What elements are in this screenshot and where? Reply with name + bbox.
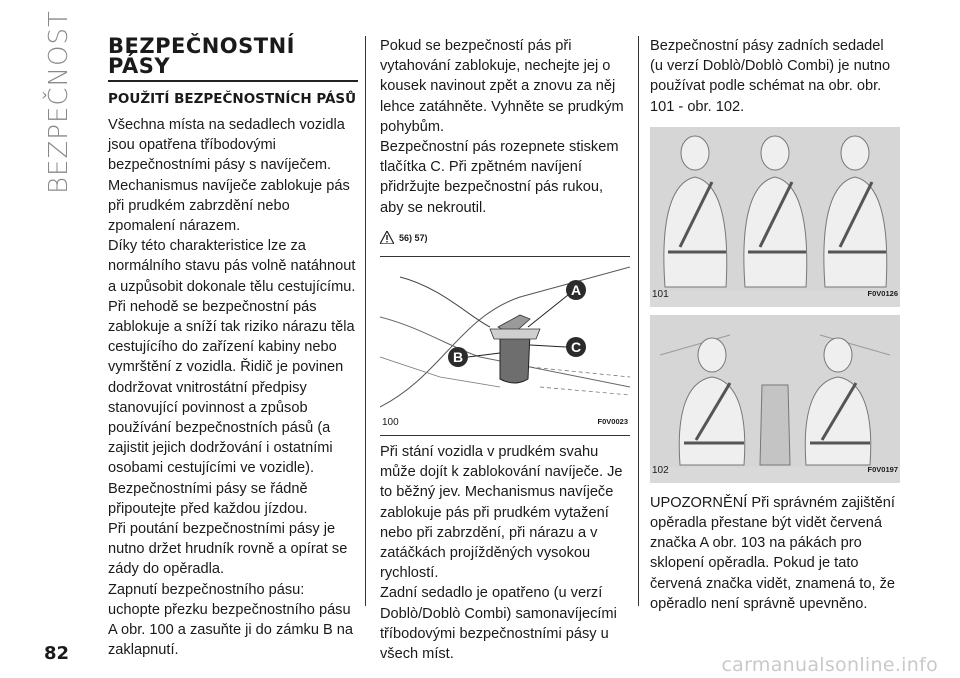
callout-b <box>448 347 468 367</box>
seat-belt-buckle-illustration <box>380 257 630 415</box>
figure-100 <box>380 256 630 436</box>
figure-102 <box>650 315 900 483</box>
column-divider-1 <box>365 36 366 606</box>
watermark: carmanualsonline.info <box>721 654 938 676</box>
subsection-heading: POUŽITÍ BEZPEČNOSTNÍCH PÁSŮ <box>108 91 357 107</box>
figure-101 <box>650 127 900 307</box>
rear-seats-illustration <box>650 127 900 291</box>
callout-a <box>566 280 586 300</box>
column-3 <box>650 36 900 614</box>
body-text: Bezpečnostní pásy zadních sedadel (u verzí Doblò/Doblò Combi) je nutno používat podle schémat na obr. obr. 101 - obr. 102. <box>650 38 891 115</box>
rear-seats-illustration <box>650 315 900 467</box>
figure-code: F0V0126 <box>867 288 898 298</box>
callout-b-label: B <box>452 349 464 366</box>
heading-rule <box>108 80 358 82</box>
body-text: UPOZORNĚNÍ Při správném zajištění opěradla přestane být vidět červená značka A obr. 103 na pákách pro sklopení opěradla. Pokud je tato červená značka vidět, znamená to, že opěradlo není správně upevněno. <box>650 494 895 612</box>
page-number: 82 <box>44 643 70 664</box>
warning-reference <box>380 228 630 248</box>
callout-a-label: A <box>570 282 582 299</box>
column-1 <box>108 36 358 660</box>
callout-c-label: C <box>570 339 582 356</box>
figure-number: 100 <box>382 416 399 428</box>
column-divider-2 <box>638 36 639 606</box>
figure-code: F0V0023 <box>597 416 628 426</box>
warning-icon <box>380 231 394 244</box>
callout-c <box>566 337 586 357</box>
column-2 <box>380 36 630 664</box>
body-text: Pokud se bezpečností pás při vytahování zablokuje, nechejte jej o kousek navinout zpět a znovu za něj lehce zatáhněte. Vyhněte se prudkým pohybům. Bezpečnostní pás rozepnete stiskem tlačítka C. Při zpětném navíjení přidržujte bezpečnostní pás rukou, aby se nekroutil. <box>380 38 624 216</box>
section-heading: BEZPEČNOSTNÍ PÁSY <box>108 34 295 78</box>
figure-number: 101 <box>652 288 669 300</box>
body-text: Všechna místa na sedadlech vozidla jsou opatřena tříbodovými bezpečnostními pásy s navíječem. Mechanismus navíječe zablokuje pás při prudkém zabrzdění nebo zpomalení nárazem. Díky této charakteristice lze za normálního stavu pás volně natáhnout a uzpůsobit dokonale tělu cestujícímu. Při nehodě se bezpečnostní pás zablokuje a sníží tak riziko nárazu těla cestujícího do zařízení kabiny nebo vymrštění z vozidla. Řidič je povinen dodržovat vnitrostátní předpisy stanovující povinnost a způsob používání bezpečnostních pásů (a zajistit jejich dodržování i ostatními osobami cestujícími ve vozidle). Bezpečnostními pásy se řádně připoutejte před každou jízdou. Při poutání bezpečnostními pásy je nutno držet hrudník rovně a opírat se zády do opěradla. Zapnutí bezpečnostního pásu: uchopte přezku bezpečnostního pásu A obr. 100 a zasuňte ji do zámku B na zaklapnutí. <box>108 117 356 659</box>
figure-code: F0V0197 <box>867 464 898 474</box>
section-side-title: BEZPEČNOST <box>44 10 74 194</box>
body-text: Při stání vozidla v prudkém svahu může dojít k zablokování navíječe. Je to běžný jev. Mechanismus navíječe zablokuje pás při prudkém vytažení nebo při zabrzdění, při nárazu a v zatáčkách projížděných vysokou rychlostí. Zadní sedadlo je opatřeno (u verzí Doblò/Doblò Combi) samonavíjecími tříbodovými bezpečnostními pásy u všech míst. <box>380 444 623 663</box>
figure-number: 102 <box>652 464 669 476</box>
warning-ref-text: 56) 57) <box>399 232 428 243</box>
